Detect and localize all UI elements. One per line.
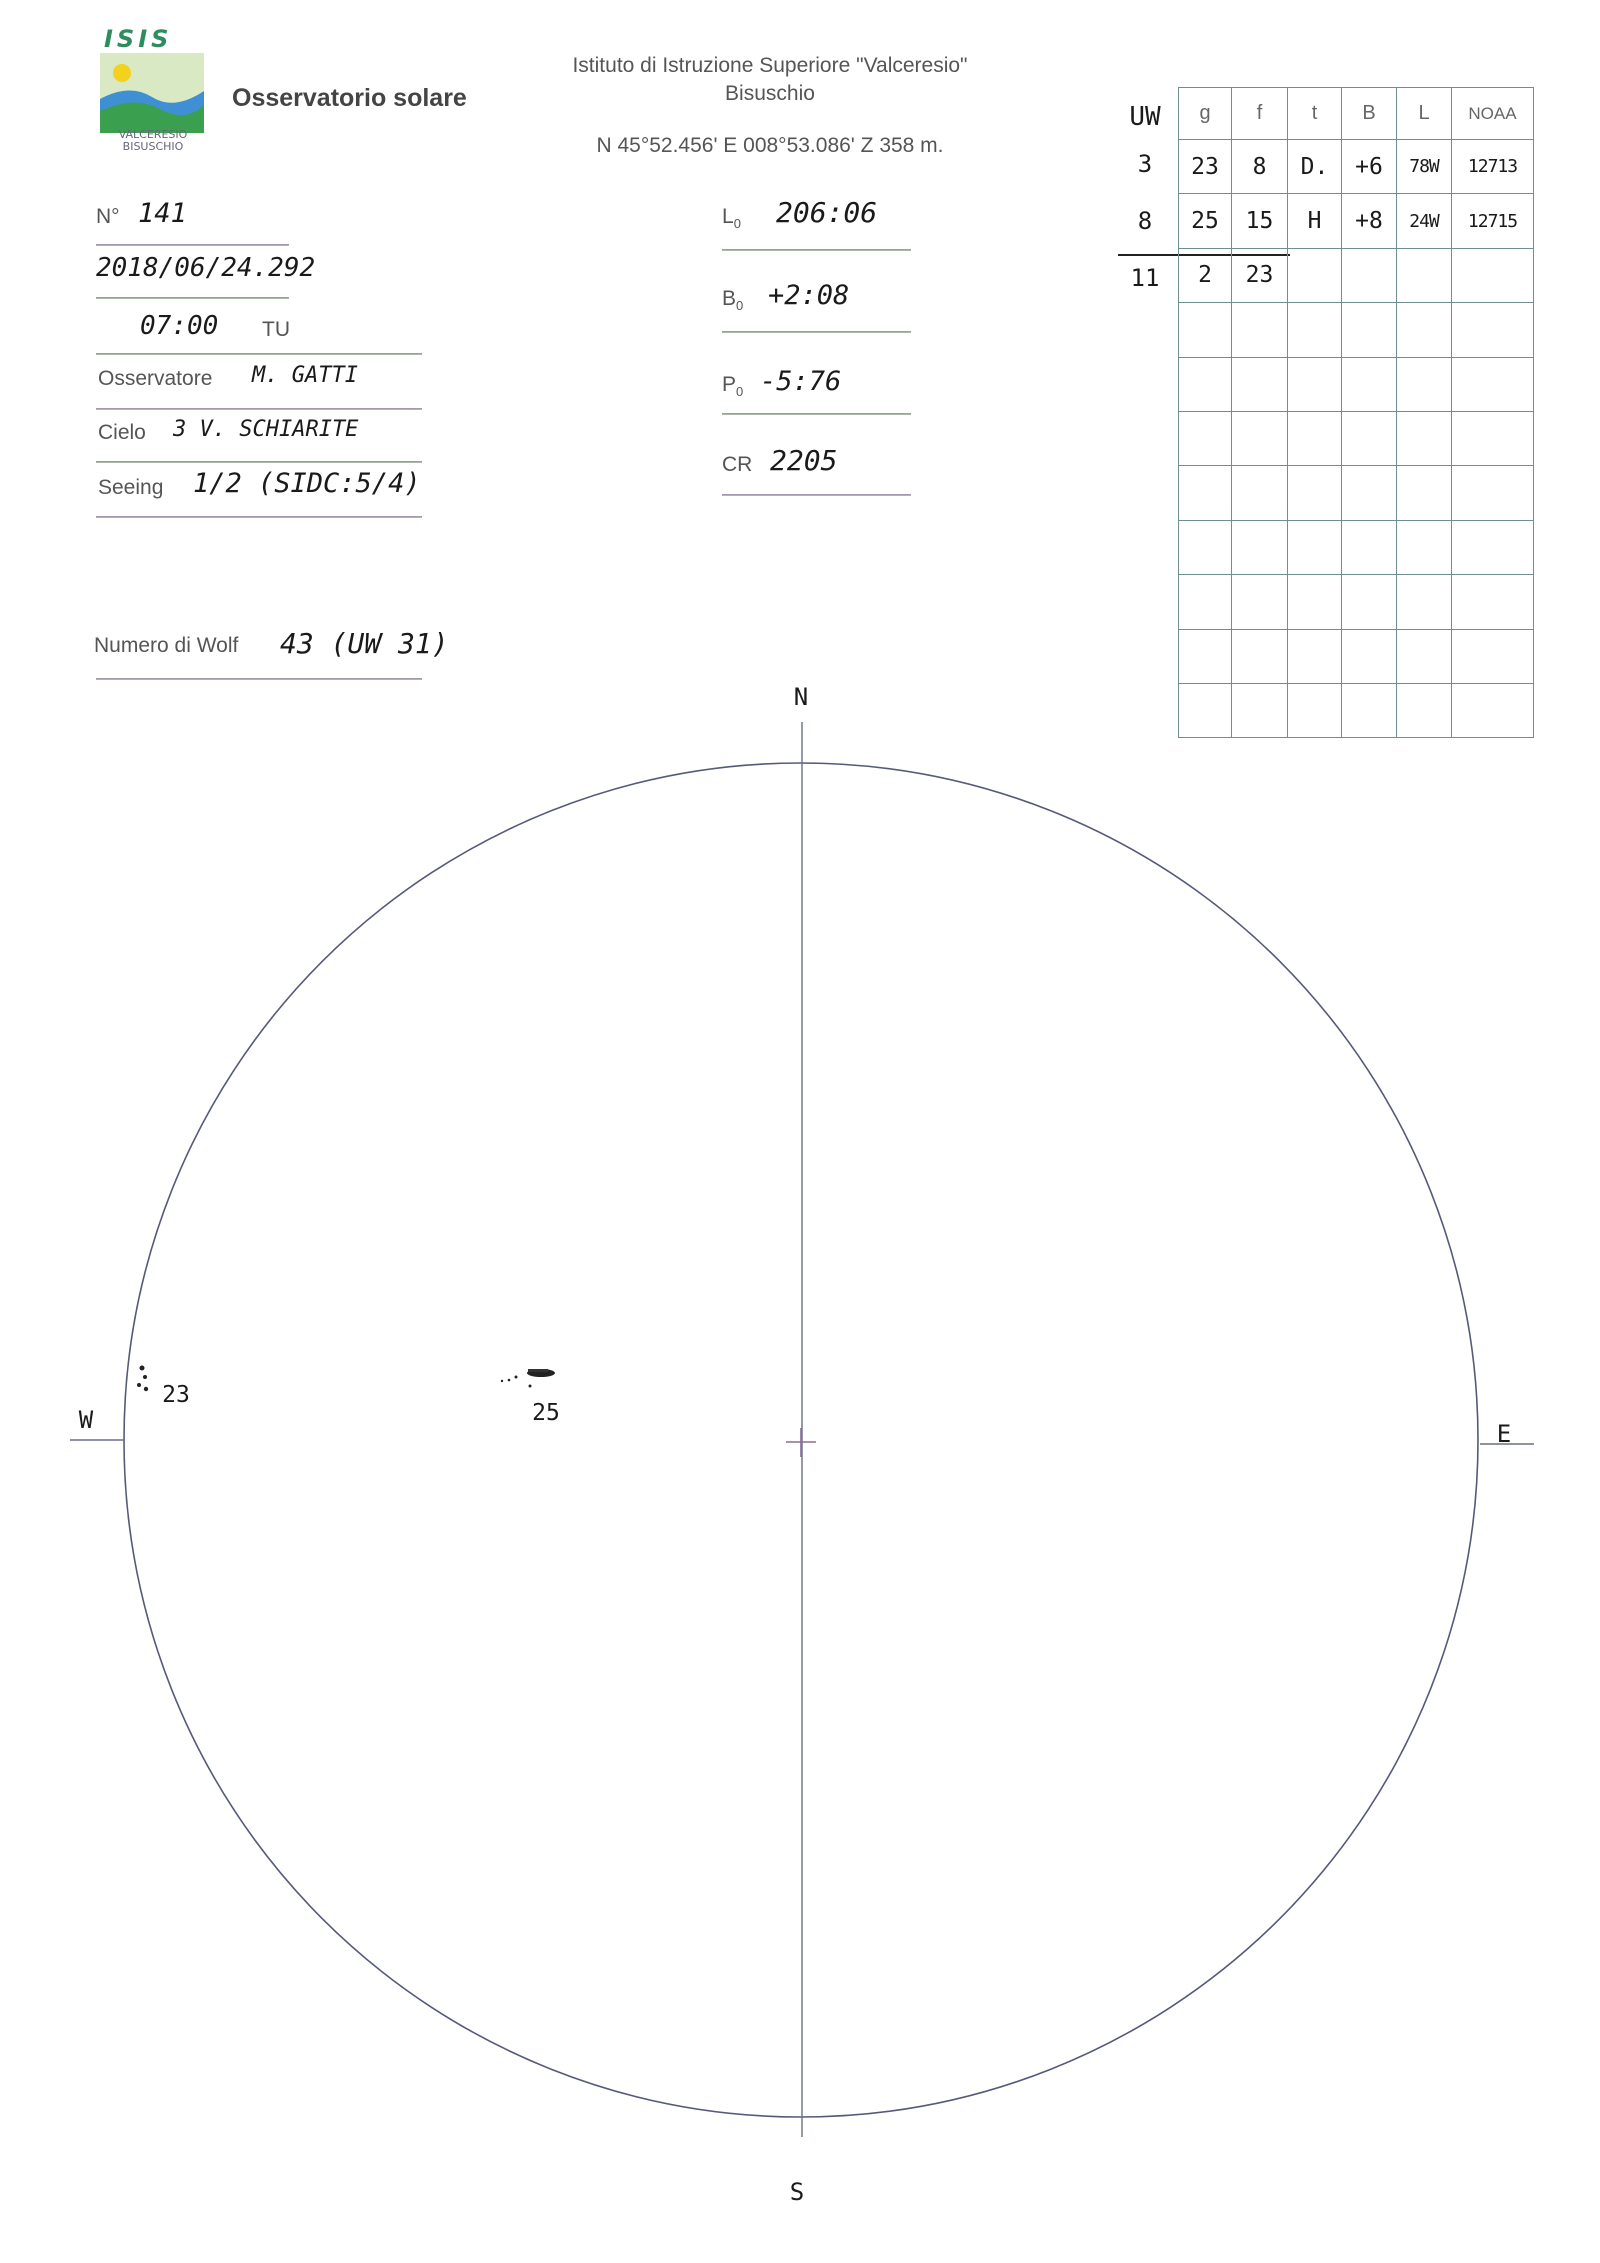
observatory-coordinates: N 45°52.456' E 008°53.086' Z 358 m.	[596, 134, 944, 157]
observer-label: Osservatore	[98, 367, 213, 390]
b0-value: +2:08	[768, 280, 850, 311]
observer-value: M. GATTI	[252, 363, 358, 388]
col-header-f: f	[1232, 88, 1288, 140]
col-header-t: t	[1288, 88, 1342, 140]
cell-g: 23	[1179, 140, 1232, 194]
uw-value-1: 3	[1137, 150, 1153, 178]
institute-name: Istituto di Istruzione Superiore "Valceresio" Bisuschio	[572, 54, 968, 105]
spot-group-23	[137, 1366, 148, 1392]
cell-l: 24W	[1397, 194, 1452, 248]
uw-value-total: 11	[1130, 264, 1160, 292]
col-header-noaa: NOAA	[1452, 88, 1534, 140]
number-label: N°	[96, 205, 120, 228]
uw-header: UW	[1129, 102, 1161, 132]
col-header-b: B	[1342, 88, 1397, 140]
cr-label: CR	[722, 453, 753, 476]
cell-noaa: 12713	[1452, 140, 1534, 194]
wolf-label: Numero di Wolf	[94, 634, 239, 657]
cell-t: D.	[1288, 140, 1342, 194]
seeing-label: Seeing	[98, 476, 164, 499]
p0-label: $P_0$	[722, 373, 744, 400]
number-value: 141	[138, 198, 187, 229]
wolf-value: 43 (UW 31)	[280, 627, 449, 660]
cell-g: 2	[1179, 248, 1232, 302]
l0-label: $L_0$	[722, 205, 741, 232]
col-header-g: g	[1179, 88, 1232, 140]
logo-wordmark: ISIS	[104, 25, 173, 53]
cell-f: 8	[1232, 140, 1288, 194]
l0-value: 206:06	[776, 196, 878, 229]
south-label: S	[789, 2178, 805, 2206]
cell-f: 23	[1232, 248, 1288, 302]
uw-value-2: 8	[1137, 207, 1153, 235]
sky-value: 3 V. SCHIARITE	[173, 417, 359, 442]
col-header-l: L	[1397, 88, 1452, 140]
b0-label: $B_0$	[722, 287, 744, 314]
cell-g: 25	[1179, 194, 1232, 248]
cell-l: 78W	[1397, 140, 1452, 194]
east-label: E	[1496, 1420, 1512, 1448]
north-label: N	[793, 683, 809, 711]
cell-f: 15	[1232, 194, 1288, 248]
spot-group-23-label: 23	[162, 1382, 190, 1408]
sky-label: Cielo	[98, 421, 146, 444]
cell-t: H	[1288, 194, 1342, 248]
date-value: 2018/06/24.292	[96, 253, 316, 283]
cell-b: +6	[1342, 140, 1397, 194]
spot-group-25	[501, 1369, 555, 1388]
cell-b: +8	[1342, 194, 1397, 248]
p0-value: -5:76	[760, 366, 842, 397]
cell-noaa: 12715	[1452, 194, 1534, 248]
spot-group-25-label: 25	[532, 1400, 560, 1426]
logo-caption: VALCERESIO BISUSCHIO	[118, 128, 188, 153]
seeing-value: 1/2 (SIDC:5/4)	[193, 468, 421, 499]
observatory-title: Osservatorio solare	[232, 84, 467, 112]
west-label: W	[78, 1406, 94, 1434]
time-unit: TU	[262, 318, 290, 341]
cr-value: 2205	[770, 444, 838, 477]
time-value: 07:00	[140, 311, 219, 341]
